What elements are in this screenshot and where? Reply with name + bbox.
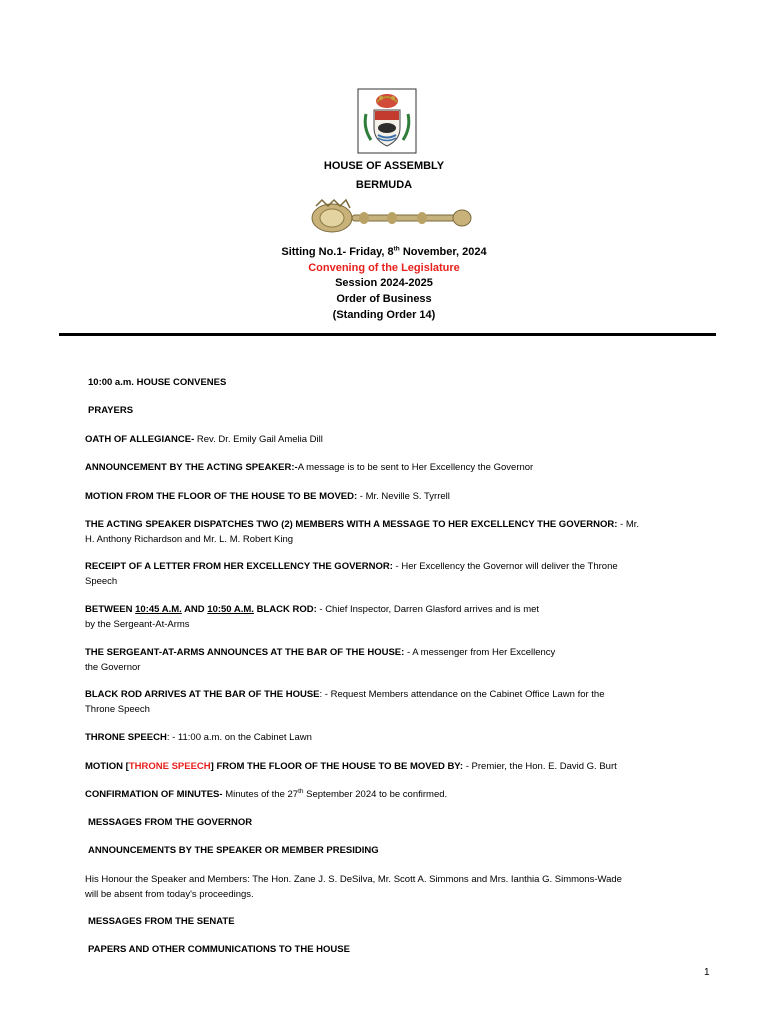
between-label: BETWEEN xyxy=(85,604,136,615)
motion2-text: - Premier, the Hon. E. David G. Burt xyxy=(463,761,617,772)
between-text2: by the Sergeant-At-Arms xyxy=(85,619,190,630)
item-absence: His Honour the Speaker and Members: The Hon. Zane J. S. DeSilva, Mr. Scott A. Simmons and Mrs. Ianthia G. Simmons-Wade will be absent from today's proceedings. xyxy=(85,874,622,900)
throne-text: : - 11:00 a.m. on the Cabinet Lawn xyxy=(166,732,312,743)
house-title: HOUSE OF ASSEMBLY xyxy=(323,160,445,172)
ceremonial-mace-icon xyxy=(302,196,478,240)
item-confirmation xyxy=(85,787,645,802)
announce-text: A message is to be sent to Her Excellency the Governor xyxy=(297,462,534,473)
sitting-line xyxy=(0,246,768,258)
blackrod-label: BLACK ROD ARRIVES AT THE BAR OF THE HOUSE xyxy=(85,689,320,700)
between-text: - Chief Inspector, Darren Glasford arrives and is met xyxy=(316,604,540,615)
dispatch-label: THE ACTING SPEAKER DISPATCHES TWO (2) MEMBERS WITH A MESSAGE TO HER EXCELLENCY THE GOVERNOR: xyxy=(85,519,618,530)
sergeant-text2: the Governor xyxy=(85,662,141,673)
item-convenes: 10:00 a.m. HOUSE CONVENES xyxy=(88,377,227,388)
section-divider xyxy=(59,333,716,336)
item-announcements-speaker: ANNOUNCEMENTS BY THE SPEAKER OR MEMBER PRESIDING xyxy=(88,845,379,856)
item-dispatch xyxy=(85,517,645,547)
sergeant-text: - A messenger from Her Excellency xyxy=(404,647,556,658)
sitting-prefix: Sitting No.1- Friday, 8 xyxy=(281,246,394,258)
item-announcement xyxy=(85,460,645,475)
page-number: 1 xyxy=(704,967,710,978)
item-sergeant xyxy=(85,645,645,675)
item-motion-floor xyxy=(85,489,645,504)
standing-order-line: (Standing Order 14) xyxy=(332,309,436,321)
session-line: Session 2024-2025 xyxy=(335,277,433,289)
blackrod-text: : - Request Members attendance on the Cabinet Office Lawn for the Throne Speech xyxy=(85,689,605,715)
order-line: Order of Business xyxy=(336,293,432,305)
item-receipt xyxy=(85,559,645,589)
item-between xyxy=(85,602,645,632)
item-messages-senate: MESSAGES FROM THE SENATE xyxy=(88,916,235,927)
between-and: AND xyxy=(181,604,208,615)
item-throne-speech xyxy=(85,730,645,745)
motion2-label-b: ] FROM THE FLOOR OF THE HOUSE TO BE MOVED BY: xyxy=(210,761,464,772)
sergeant-label: THE SERGEANT-AT-ARMS ANNOUNCES AT THE BAR OF THE HOUSE: xyxy=(85,647,405,658)
receipt-text: - Her Excellency the Governor will deliver the Throne Speech xyxy=(85,561,618,587)
confirm-text-b: September 2024 to be confirmed. xyxy=(303,789,448,800)
sitting-sup: th xyxy=(393,245,400,253)
dispatch-text: - Mr. H. Anthony Richardson and Mr. L. M. Robert King xyxy=(85,519,640,545)
bermuda-coat-of-arms-icon xyxy=(357,88,417,154)
item-messages-governor: MESSAGES FROM THE GOVERNOR xyxy=(88,817,253,828)
motion1-text: - Mr. Neville S. Tyrrell xyxy=(357,491,450,502)
confirm-label: CONFIRMATION OF MINUTES- xyxy=(85,789,223,800)
announce-label: ANNOUNCEMENT BY THE ACTING SPEAKER:- xyxy=(85,462,298,473)
item-black-rod-arrives xyxy=(85,687,635,717)
between-black-rod: BLACK ROD: xyxy=(253,604,317,615)
confirm-text-a: Minutes of the 27 xyxy=(222,789,299,800)
sitting-suffix: November, 2024 xyxy=(399,246,487,258)
motion2-red: THRONE SPEECH xyxy=(128,761,211,772)
motion1-label: MOTION FROM THE FLOOR OF THE HOUSE TO BE MOVED: xyxy=(85,491,358,502)
item-prayers: PRAYERS xyxy=(88,405,134,416)
between-time2: 10:50 A.M. xyxy=(207,604,254,615)
confirm-sup: th xyxy=(298,787,304,795)
between-time1: 10:45 A.M. xyxy=(135,604,182,615)
throne-label: THRONE SPEECH xyxy=(85,732,167,743)
oath-label: OATH OF ALLEGIANCE- xyxy=(85,434,195,445)
receipt-label: RECEIPT OF A LETTER FROM HER EXCELLENCY THE GOVERNOR: xyxy=(85,561,393,572)
house-subtitle: BERMUDA xyxy=(355,179,413,191)
oath-text: Rev. Dr. Emily Gail Amelia Dill xyxy=(194,434,323,445)
item-motion-throne xyxy=(85,759,645,774)
convening-line: Convening of the Legislature xyxy=(308,262,460,274)
item-oath xyxy=(85,432,645,447)
item-papers: PAPERS AND OTHER COMMUNICATIONS TO THE HOUSE xyxy=(88,944,350,955)
motion2-label-a: MOTION [ xyxy=(85,761,129,772)
